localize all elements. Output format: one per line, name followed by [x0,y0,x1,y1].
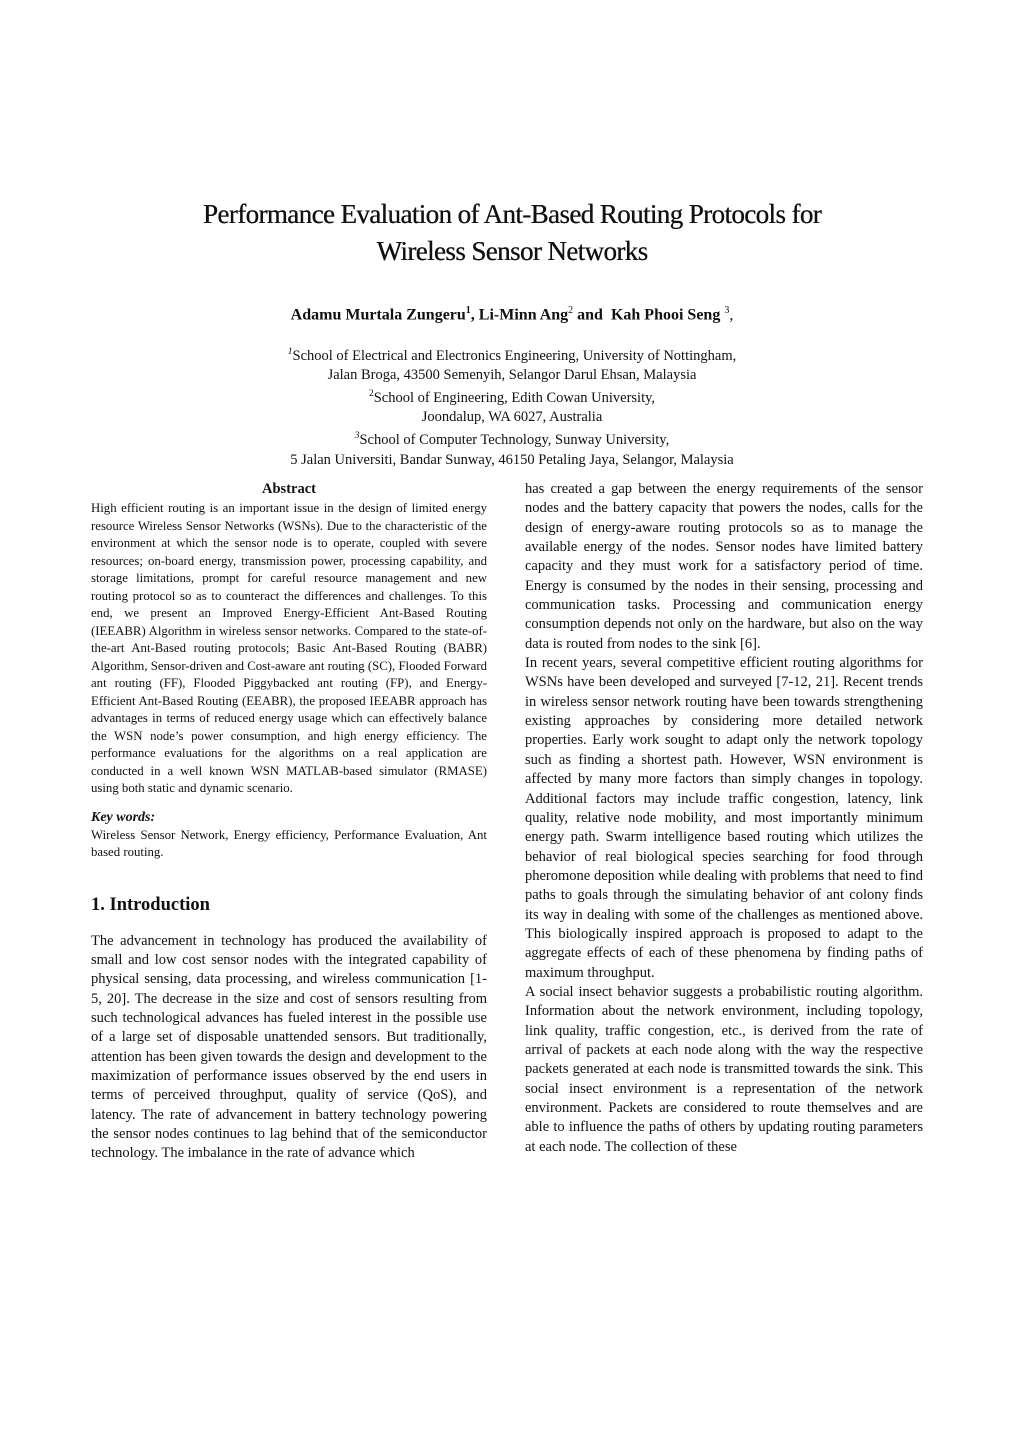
author-separator-2: and [573,306,611,324]
abstract-text: High efficient routing is an important issue in the design of limited energy resource Wireless Sensor Networks (WSNs). Due to the characteristic of the environment at which the sensor node is to operate, coupled with severe resources; on-board energy, transmission power, processing capability, and storage limitations, prompt for careful resource management and new routing protocol so as to counteract the differences and challenges. To this end, we present an Improved Energy-Efficient Ant-Based Routing (IEEABR) Algorithm in wireless sensor networks. Compared to the state-of-the-art Ant-Based routing protocols; Basic Ant-Based Routing (BABR) Algorithm, Sensor-driven and Cost-aware ant routing (SC), Flooded Forward ant routing (FF), Flooded Piggybacked ant routing (FP), and Energy-Efficient Ant-Based Routing (EEABR), the proposed IEEABR approach has advantages in terms of reduced energy usage which can effectively balance the WSN node’s power consumption, and high energy efficiency. The performance evaluations for the algorithms on a real application are conducted in a well known WSN MATLAB-based simulator (RMASE) using both static and dynamic scenario. [91,501,487,795]
affiliation-mark: 2 [368,389,374,400]
keywords-text: Wireless Sensor Network, Energy efficiency, Performance Evaluation, Ant based routing. [91,827,487,859]
affiliation-line: $^3$School of Computer Technology, Sunway University, [354,431,670,449]
paper-title-line-2: Wireless Sensor Networks [376,236,648,266]
affiliation-line: Joondalup, WA 6027, Australia [421,409,603,426]
paper-title [80,196,944,270]
affiliation-mark: 1 [287,347,293,357]
keywords-heading: Key words: [91,809,156,825]
affiliation-line: Jalan Broga, 43500 Semenyih, Selangor Darul Ehsan, Malaysia [327,367,697,384]
body-paragraph: In recent years, several competitive efficient routing algorithms for WSNs have been developed and surveyed [7-12, 21]. Recent trends in wireless sensor network routing have been towards strengthening existing approaches by considering more detailed network properties. Early work sought to adapt only the network topology such as finding a shortest path. However, WSN environment is affected by many more factors than simply changes in topology. Additional factors may include traffic congestion, latency, link quality, relative node mobility, and most importantly minimum energy path. Swarm intelligence based routing which utilizes the behavior of real biological species searching for food through pheromone deposition while dealing with problems that need to find paths to goals through the simulating behavior of ant colony finds its way in dealing with some of the challenges as mentioned above. This biologically inspired approach is proposed to adapt to the aggregate effects of each of these phenomena by finding paths of maximum throughput. [525,655,923,981]
affiliations [150,343,874,470]
body-paragraph: A social insect behavior suggests a probabilistic routing algorithm. Information about the network environment, including topology, link quality, traffic congestion, etc., is derived from the rate of arrival of packets at each node along with the way the respective packets generated at each node is transmitted towards the sink. This social insect environment is a representation of the network environment. Packets are considered to route themselves and are able to influence the paths of others by updating routing parameters at each node. The collection of these [525,983,923,1155]
author-separator-1: , [470,306,479,324]
affiliation-mark: 3 [354,431,360,442]
author-2-affil-mark: 2 [568,305,574,316]
author-1: Adamu Murtala Zungeru [290,306,466,324]
paper-title-line-1: Performance Evaluation of Ant-Based Routing Protocols for [202,199,822,229]
author-2: Li-Minn Ang [478,306,569,324]
body-paragraph: has created a gap between the energy requirements of the sensor nodes and the battery capacity that powers the nodes, calls for the design of energy-aware routing protocols so as to manage the available energy of the nodes. Sensor nodes have limited battery capacity and they must work for a satisfactory period of time. Energy is consumed by the nodes in their sensing, processing and communication tasks. Processing and communication energy consumption depends not only on the hardware, but also on the way data is routed from nodes to the sink [6]. [525,481,923,652]
author-1-affil-mark: 1 [465,305,471,316]
right-column [525,480,923,1157]
author-3: Kah Phooi Seng [610,306,721,324]
author-3-affil-mark: 3 [724,305,730,316]
abstract-heading: Abstract [262,481,316,497]
affiliation-line: $^2$School of Engineering, Edith Cowan University, [368,389,656,407]
affiliation-line: $^1$School of Electrical and Electronics Engineering, University of Nottingham, [287,347,737,364]
affiliation-line: 5 Jalan Universiti, Bandar Sunway, 46150 Petaling Jaya, Selangor, Malaysia [290,451,734,468]
author-list [80,298,944,328]
section-heading-introduction: 1. Introduction [91,894,210,915]
author-list-tail: , [729,306,734,324]
introduction-paragraph: The advancement in technology has produced the availability of small and low cost sensor nodes with the integrated capability of physical sensing, data processing, and wireless communication [1-5, 20]. The decrease in the size and cost of sensors resulting from such technological advances has fueled interest in the possible use of a large set of disposable unattended sensors. But traditionally, attention has been given towards the design and development to the maximization of performance issues observed by the end users in terms of perceived throughput, quality of service (QoS), and latency. The rate of advancement in battery technology powering the sensor nodes continues to lag behind that of the semiconductor technology. The imbalance in the rate of advance which [91,932,487,1162]
left-column [91,479,487,1164]
